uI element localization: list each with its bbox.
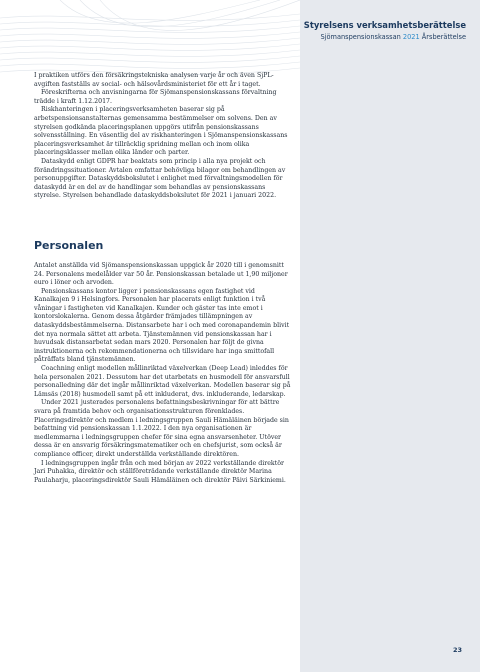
paragraph: Pensionskassans kontor ligger i pensionskassans egen fastighet vid Kanalkajen 9 i Helsingfors. Personalen har placerats enligt funktion i två våningar i fastigheten vid Kanalkajen. Kunder och gäster tas inte emot i kontorslokalerna. Genom dessa åtgärder främjades tillämpningen av dataskyddsbestämmelserna. Distansarbete har i och med coronapandemin blivit det nya normala sättet att arbeta. Tjänstemännen vid pensionskassan har i huvudsak distansarbetat sedan mars 2020. Personalen har följt de givna instruktionerna och rekommendationerna och tillsvidare har inga smittofall påträffats bland tjänstemännen. (34, 287, 290, 364)
paragraph: I ledningsgruppen ingår från och med början av 2022 verkställande direktör Jari Puhakka, direktör och ställföreträdande verkställande direktör Marina Paulaharju, placeringsdirektör Sauli Hämäläinen och direktör Päivi Särkiniemi. (34, 459, 286, 484)
paragraph: Antalet anställda vid Sjömanspensionskassan uppgick år 2020 till i genomsnitt 24. Personalens medelålder var 50 år. Pensionskassan betalade ut 1,90 miljoner euro i löner och arvoden. (34, 261, 288, 287)
report-year: 2021 (402, 33, 420, 41)
main-text (34, 72, 292, 485)
paragraph: Under 2021 justerades personalens befattningsbeskrivningar för att bättre svara på framtida behov och organisationsstrukturen förenklades. Placeringsdirektör och medlem i ledningsgruppen Sauli Hämäläinen började sin befattning vid pensionskassan 1.1.2022. I den nya organisationen är medlemmarna i ledningsgruppen chefer för sina egna ansvarsenheter. Utöver dessa är en ansvarig försäkringsmatematiker och en chefsjurist, som också är compliance officer, direkt underställda verkställande direktören. (34, 399, 289, 458)
paragraph: Riskhanteringen i placeringsverksamheten baserar sig på arbetspensionsanstalternas gemensamma bestämmelser om solvens. Den av styrelsen godkända placeringsplanen uppgörs utifrån pensionskassans solvensställning. En väsentlig del av riskhanteringen i Sjömanspensionskassans placeringsverksamhet är tillräcklig spridning mellan och inom olika placeringsklasser mellan olika länder och parter. (34, 106, 288, 157)
sidebar-panel (300, 0, 480, 672)
organization-name: Sjömanspensionskassan (320, 33, 401, 41)
paragraph: Dataskydd enligt GDPR har beaktats som princip i alla nya projekt och förändringssituationer. Avtalen omfattar behövliga bilagor om behandlingen av personuppgifter. Dataskyddsbokslutet i enlighet med förvaltningsmodellen för dataskydd är en del av de handlingar som behandlas av pensionskassans styrelse. Styrelsen behandlade dataskyddsbokslutet för 2021 i januari 2022. (34, 157, 286, 200)
page-number: 23 (452, 646, 462, 654)
paragraph: I praktiken utförs den försäkringstekniska analysen varje år och även SjPL-avgiften fastställs av social- och hälsovårdsministeriet för ett år i taget. (34, 72, 274, 88)
report-type: Årsberättelse (421, 33, 466, 41)
report-subtitle (320, 33, 466, 41)
running-header (300, 0, 470, 66)
section-heading: Personalen (34, 238, 104, 252)
paragraph: Föreskrifterna och anvisningarna för Sjömanspensionskassans förvaltning trädde i kraft 1.12.2017. (34, 89, 277, 105)
report-title: Styrelsens verksamhetsberättelse (303, 20, 466, 30)
paragraph: Coachning enligt modellen mållinriktad växelverkan (Deep Lead) inleddes för hela personalen 2021. Dessutom har det utarbetats en husmodell för ansvarsfull personalledning där det ingår mållinriktad växelverkan. Modellen baserar sig på Lämsäs (2018) husmodell samt på ett inkluderat, dvs. inkluderande, ledarskap. (34, 365, 291, 398)
